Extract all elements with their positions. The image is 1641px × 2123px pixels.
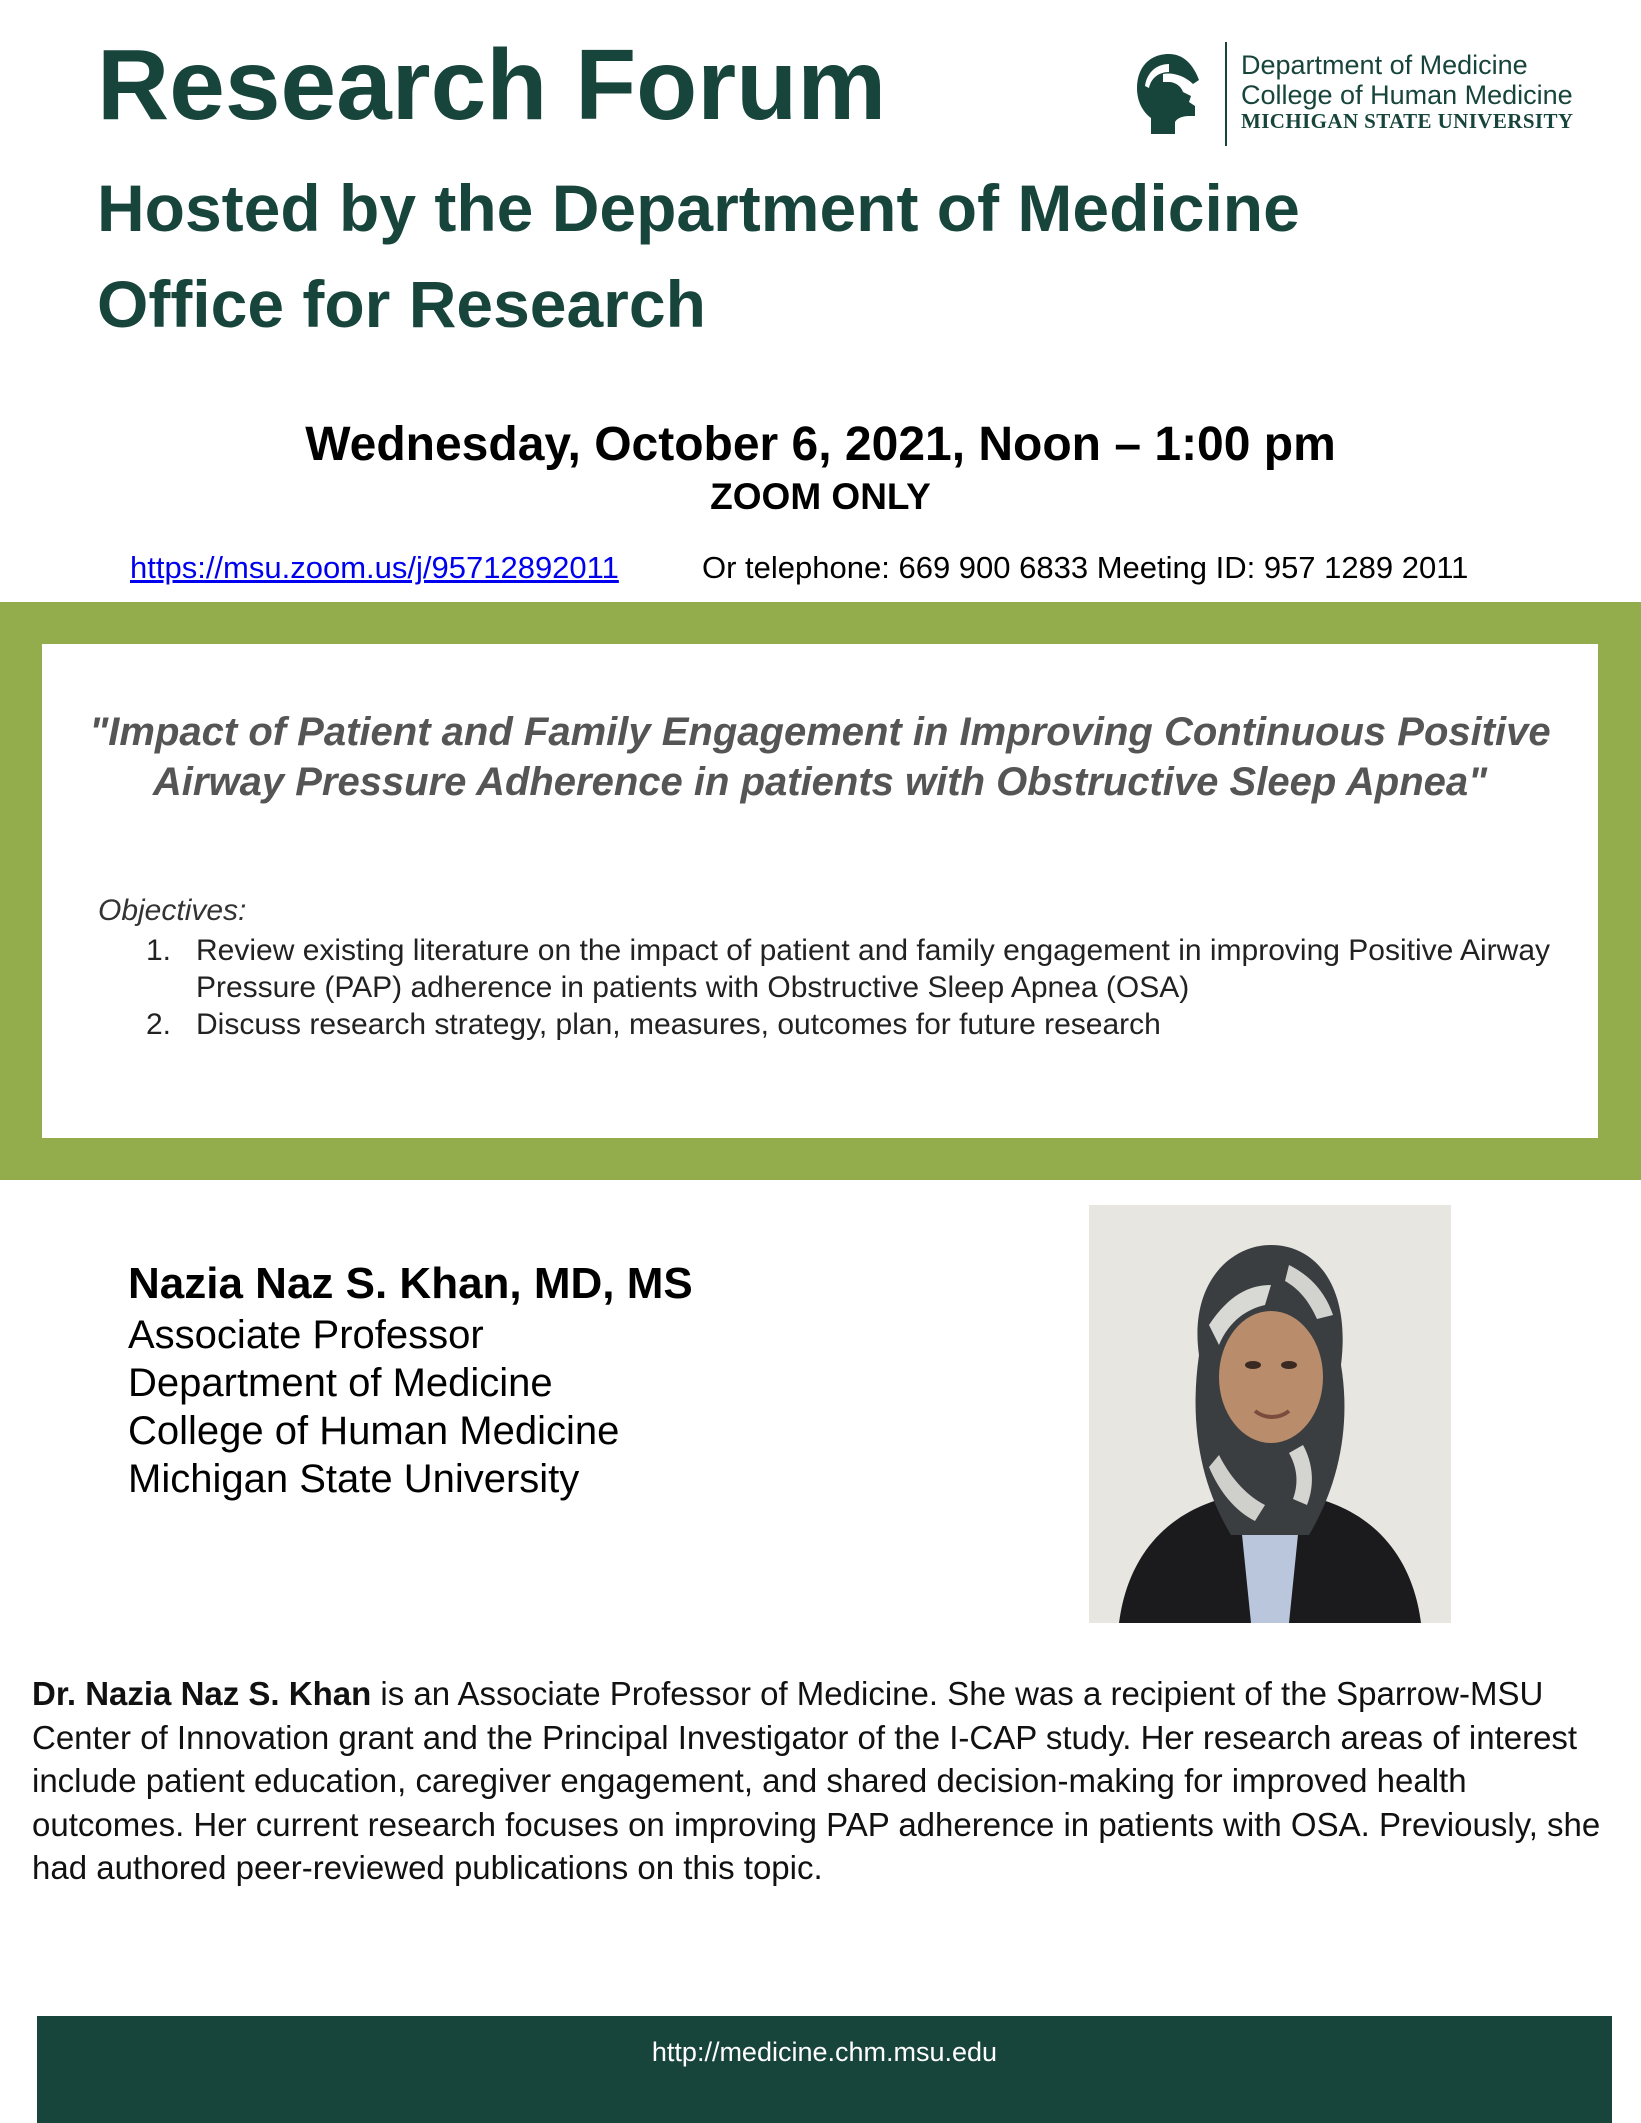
- logo-text: [1241, 50, 1573, 134]
- bio-lead: Dr. Nazia Naz S. Khan: [32, 1675, 372, 1712]
- speaker-department: Department of Medicine: [128, 1360, 553, 1405]
- spartan-helmet-icon: [1133, 52, 1203, 136]
- page-title: Research Forum: [97, 29, 887, 141]
- objective-text: Discuss research strategy, plan, measures, outcomes for future research: [196, 1008, 1161, 1042]
- speaker-university: Michigan State University: [128, 1456, 580, 1501]
- objectives-label: Objectives:: [98, 894, 247, 927]
- speaker-photo: [1089, 1205, 1451, 1623]
- event-datetime: Wednesday, October 6, 2021, Noon – 1:00 pm: [305, 418, 1336, 471]
- phone-info: Or telephone: 669 900 6833 Meeting ID: 957 1289 2011: [702, 550, 1469, 585]
- msu-department-logo: [1133, 42, 1593, 146]
- page-subtitle-host: Hosted by the Department of Medicine: [97, 171, 1300, 245]
- objective-item: [140, 1006, 1560, 1043]
- speaker-portrait: [1089, 1205, 1451, 1623]
- objective-number: 2.: [146, 1008, 172, 1042]
- footer-bar: [37, 2016, 1612, 2123]
- event-format: ZOOM ONLY: [710, 476, 931, 517]
- talk-title: "Impact of Patient and Family Engagement in Improving Continuous Positive Airway Pressure Adherence in patients with Obstructive Sleep Apnea": [89, 710, 1551, 804]
- speaker-position: Associate Professor: [128, 1312, 484, 1357]
- speaker-name: Nazia Naz S. Khan, MD, MS: [128, 1259, 693, 1308]
- objective-item: [140, 932, 1560, 1006]
- logo-divider: [1225, 42, 1227, 146]
- zoom-link[interactable]: https://msu.zoom.us/j/95712892011: [130, 550, 619, 585]
- page-subtitle-office: Office for Research: [97, 267, 706, 341]
- objective-number: 1.: [146, 934, 172, 967]
- bio-text: is an Associate Professor of Medicine. She was a recipient of the Sparrow-MSU Center of Innovation grant and the Principal Investigator of the I-CAP study. Her research areas of interest include patient education, caregiver engagement, and shared decision-making for improved health outcomes. Her current research focuses on improving PAP adherence in patients with OSA. Previously, she had authored peer-reviewed publications on this topic.: [32, 1675, 1601, 1887]
- objective-text: Review existing literature on the impact of patient and family engagement in improving Positive Airway Pressure (PAP) adherence in patients with Obstructive Sleep Apnea (OSA): [196, 934, 1551, 1005]
- speaker-college: College of Human Medicine: [128, 1408, 620, 1453]
- footer-url[interactable]: http://medicine.chm.msu.edu: [651, 2037, 998, 2067]
- logo-department: Department of Medicine: [1241, 50, 1528, 80]
- logo-college: College of Human Medicine: [1241, 80, 1573, 111]
- speaker-bio: [32, 1672, 1612, 1890]
- logo-university: MICHIGAN STATE UNIVERSITY: [1241, 109, 1574, 134]
- speaker-info: [128, 1258, 693, 1503]
- objectives-list: [140, 932, 1560, 1044]
